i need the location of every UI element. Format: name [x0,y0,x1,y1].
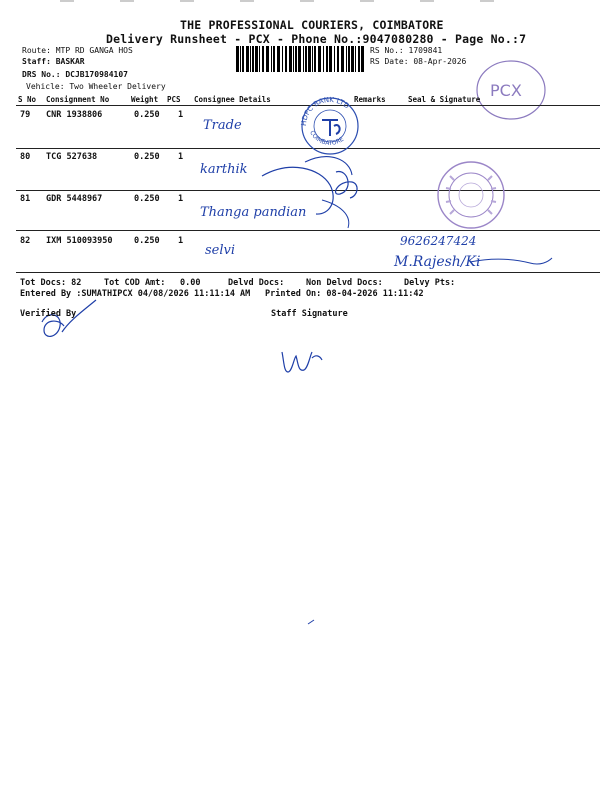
delivered-docs: Delvd Docs: [228,278,285,288]
barcode-bar [259,46,260,72]
row-80-pcs: 1 [178,152,184,162]
col-sno: S No [18,95,37,104]
row-divider [16,230,600,231]
handwritten-name-signature: M.Rajesh/Ki [394,254,481,270]
row-82-consignment: IXM 510093950 [46,236,113,246]
barcode-bar [236,46,239,72]
barcode-bar [298,46,301,72]
handwritten-consignee-80: karthik [200,162,248,177]
row-80-consignment: TCG 527638 [46,152,98,162]
runsheet-subtitle: Delivery Runsheet - PCX - Phone No.:9047080280 - Page No.:7 [106,32,527,46]
barcode-bar [337,46,339,72]
scan-artifact [60,0,540,4]
barcode-bar [308,46,311,72]
barcode-bar [266,46,269,72]
barcode-bar [326,46,328,72]
company-round-seal [436,158,506,232]
barcode-bar [255,46,258,72]
drs-number: DRS No.: DCJB170984107 [22,70,128,79]
company-title: THE PROFESSIONAL COURIERS, COIMBATORE [180,18,444,32]
pcx-stamp-text: PCX [490,81,522,100]
row-divider [16,272,600,273]
barcode-bar [282,46,283,72]
handwritten-consignee-81: Thanga pandian [200,205,307,220]
barcode-bar [348,46,350,72]
total-cod-value: 0.00 [180,278,201,288]
handwritten-phone: 9626247424 [400,234,477,248]
signature-stroke [305,157,352,175]
signature-stroke [336,172,358,198]
row-80-sno: 80 [20,152,31,162]
delivery-points: Delvy Pts: [404,278,456,288]
row-79-weight: 0.250 [134,110,160,120]
non-delivered-docs: Non Delvd Docs: [306,278,383,288]
row-79-consignment: CNR 1938806 [46,110,103,120]
verified-by-label: Verified By [20,309,77,319]
barcode-bar [277,46,280,72]
col-pcs: PCS [167,95,181,104]
signature-stroke [322,200,349,228]
barcode-bar [361,46,364,72]
barcode-bar [323,46,324,72]
row-81-pcs: 1 [178,194,184,204]
row-79-pcs: 1 [178,110,184,120]
barcode-bar [262,46,264,72]
col-consignee: Consignee Details [194,95,271,104]
rs-number: RS No.: 1709841 [370,46,443,55]
hdfc-bank-stamp [296,92,364,156]
col-consignment: Consignment No [46,95,110,104]
col-seal: Seal & Signature [408,95,481,104]
pcx-stamp [476,62,546,122]
barcode-bar [351,46,354,72]
signature-stroke [470,258,552,264]
col-remarks: Remarks [354,95,386,104]
row-divider [16,190,600,191]
row-80-weight: 0.250 [134,152,160,162]
barcode-bar [312,46,313,72]
total-cod-label: Tot COD Amt: [104,278,166,288]
barcode-bar [318,46,321,72]
barcode-bar [293,46,294,72]
row-82-pcs: 1 [178,236,184,246]
row-82-sno: 82 [20,236,31,246]
barcode-bar [242,46,244,72]
barcode-bar [314,46,316,72]
barcode-bar [252,46,254,72]
barcode-bar [250,46,251,72]
barcode-bar [355,46,356,72]
staff-signature [282,352,322,372]
barcode-bar [346,46,347,72]
entered-by: Entered By :SUMATHIPCX 04/08/2026 11:11:14 AM [20,289,251,299]
barcode [236,46,366,72]
route-label: Route: MTP RD GANGA HOS [22,46,133,55]
hdfc-stamp-top-text: HDFC BANK LTD [299,95,351,127]
barcode-bar [341,46,344,72]
pen-mark [308,620,314,624]
barcode-bar [358,46,360,72]
hdfc-stamp-bottom-text: COIMBATORE [308,129,346,147]
printed-on: Printed On: 08-04-2026 11:11:42 [265,289,424,299]
barcode-bar [334,46,335,72]
barcode-bar [240,46,241,72]
rs-date: RS Date: 08-Apr-2026 [370,57,467,66]
handwritten-consignee-79: Trade [203,118,242,133]
vehicle-label: Vehicle: Two Wheeler Delivery [26,82,166,91]
barcode-bar [271,46,272,72]
row-79-sno: 79 [20,110,31,120]
staff-signature-label: Staff Signature [271,309,348,319]
barcode-bar [289,46,292,72]
barcode-bar [295,46,297,72]
total-docs: Tot Docs: 82 [20,278,82,288]
row-82-weight: 0.250 [134,236,160,246]
barcode-bar [246,46,249,72]
barcode-bar [305,46,307,72]
col-weight: Weight [131,95,159,104]
barcode-bar [329,46,332,72]
row-81-weight: 0.250 [134,194,160,204]
row-81-sno: 81 [20,194,31,204]
row-81-consignment: GDR 5448967 [46,194,103,204]
barcode-bar [303,46,304,72]
handwritten-consignee-82: selvi [205,243,236,258]
barcode-bar [285,46,287,72]
staff-label: Staff: BASKAR [22,57,85,66]
barcode-bar [273,46,275,72]
